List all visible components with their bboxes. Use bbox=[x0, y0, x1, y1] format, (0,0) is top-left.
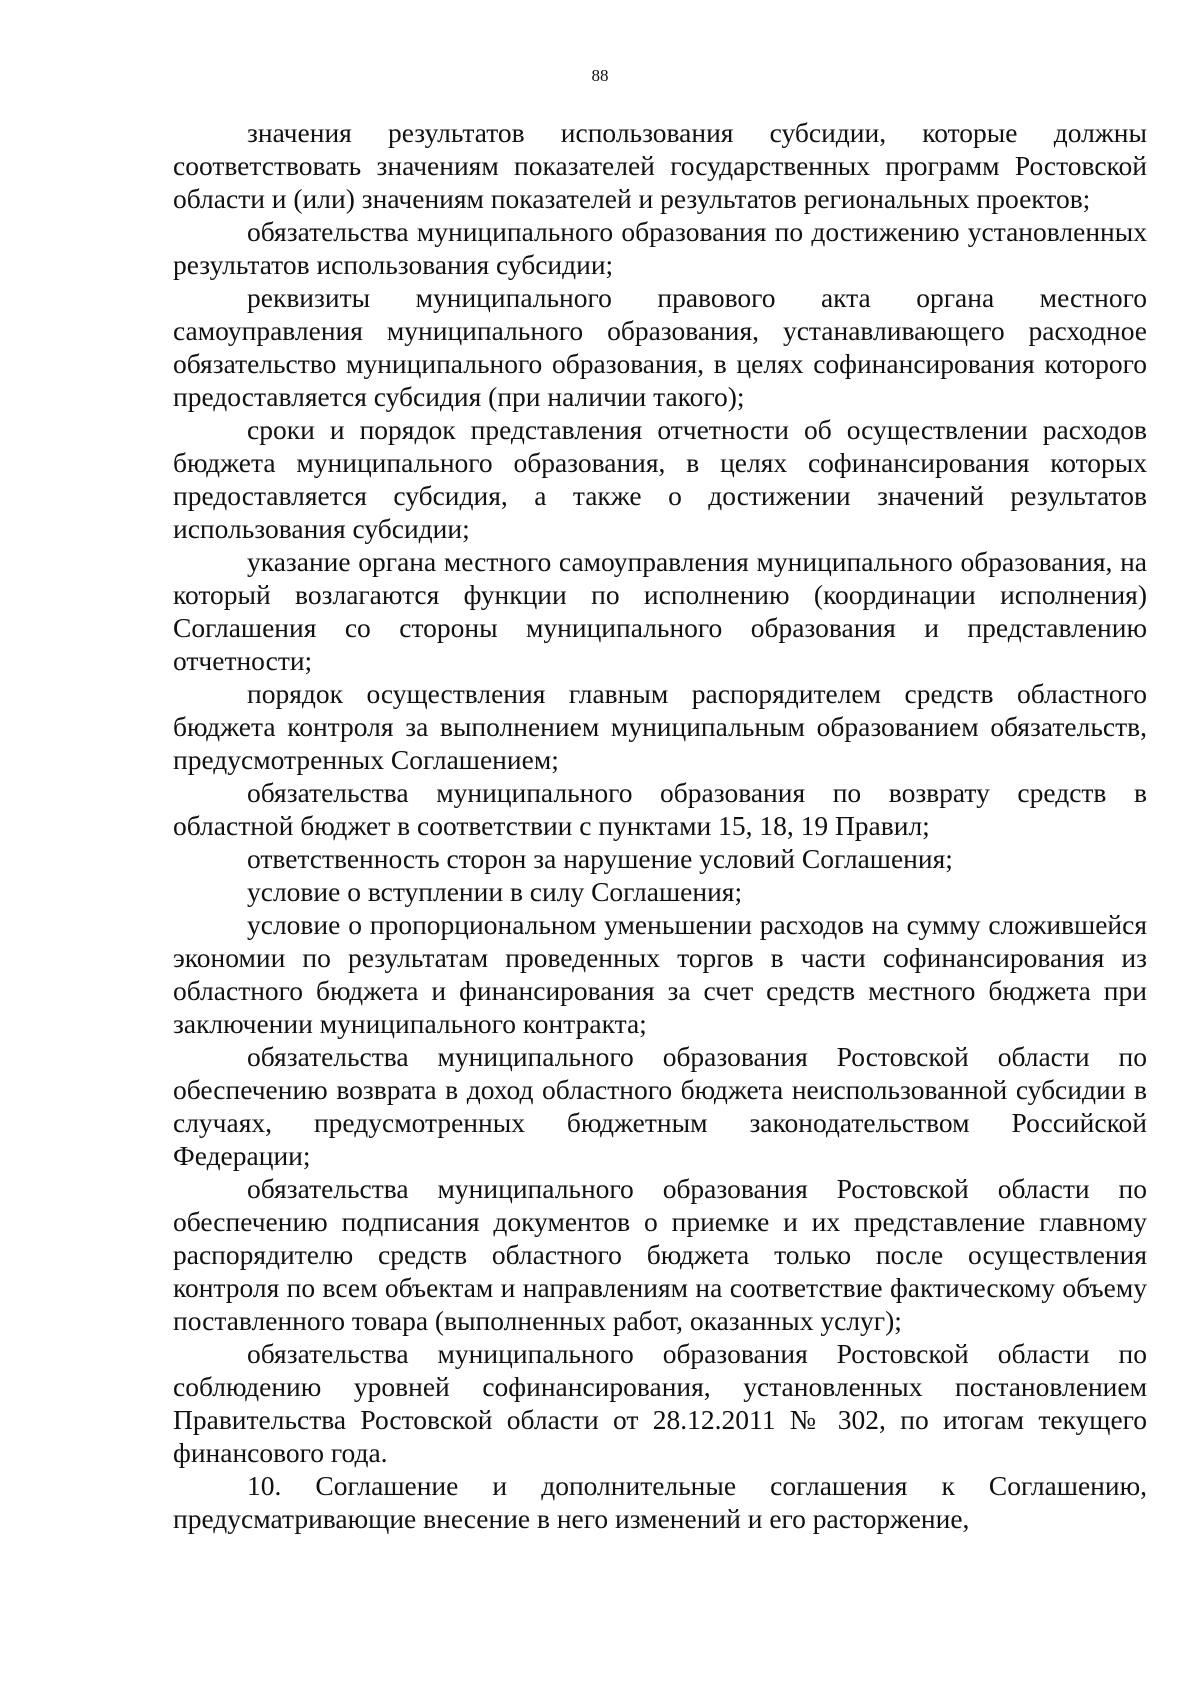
paragraph-control-procedure: порядок осуществления главным распорядителем средств областного бюджета контроля за выполнением муниципальным образованием обязательств, предусмотренных Соглашением; bbox=[173, 678, 1147, 775]
paragraph-entry-into-force: условие о вступлении в силу Соглашения; bbox=[247, 876, 743, 907]
paragraph-reporting-terms: сроки и порядок представления отчетности об осуществлении расходов бюджета муниципального образования, в целях софинансирования которых предоставляется субсидия, а также о достижении значений результатов использования субсидии; bbox=[173, 414, 1147, 544]
paragraph-cofinancing-levels: обязательства муниципального образования Ростовской области по соблюдению уровней софинансирования, установленных постановлением Правительства Ростовской области от 28.12.2011 № 302, по итогам текущего финансового года. bbox=[173, 1338, 1147, 1468]
paragraph-responsibility: ответственность сторон за нарушение условий Соглашения; bbox=[247, 843, 953, 874]
paragraph-proportional-reduction: условие о пропорциональном уменьшении расходов на сумму сложившейся экономии по результатам проведенных торгов в части софинансирования из областного бюджета и финансирования за счет средств местного бюджета при заключении муниципального контракта; bbox=[173, 909, 1147, 1039]
document-body bbox=[173, 116, 1147, 1535]
paragraph-item-10: 10. Соглашение и дополнительные соглашения к Соглашению, предусматривающие внесение в него изменений и его расторжение, bbox=[173, 1470, 1147, 1534]
paragraph-results-obligations: обязательства муниципального образования по достижению установленных результатов использования субсидии; bbox=[173, 216, 1147, 280]
page-number: 88 bbox=[591, 66, 609, 85]
paragraph-legal-act-details: реквизиты муниципального правового акта органа местного самоуправления муниципального образования, устанавливающего расходное обязательство муниципального образования, в целях софинансирования которого предоставляется субсидия (при наличии такого); bbox=[173, 282, 1147, 412]
paragraph-acceptance-documents: обязательства муниципального образования Ростовской области по обеспечению подписания документов о приемке и их представление главному распорядителю средств областного бюджета только после осуществления контроля по всем объектам и направлениям на соответствие фактическому объему поставленного товара (выполненных работ, оказанных услуг); bbox=[173, 1173, 1147, 1336]
paragraph-responsible-body: указание органа местного самоуправления муниципального образования, на который возлагаются функции по исполнению (координации исполнения) Соглашения со стороны муниципального образования и представлению отчетности; bbox=[173, 546, 1147, 676]
paragraph-results-values: значения результатов использования субсидии, которые должны соответствовать значениям показателей государственных программ Ростовской области и (или) значениям показателей и результатов региональных проектов; bbox=[173, 117, 1147, 214]
paragraph-refund-obligations: обязательства муниципального образования по возврату средств в областной бюджет в соответствии с пунктами 15, 18, 19 Правил; bbox=[173, 777, 1147, 841]
paragraph-unused-subsidy-return: обязательства муниципального образования Ростовской области по обеспечению возврата в доход областного бюджета неиспользованной субсидии в случаях, предусмотренных бюджетным законодательством Российской Федерации; bbox=[173, 1041, 1147, 1171]
